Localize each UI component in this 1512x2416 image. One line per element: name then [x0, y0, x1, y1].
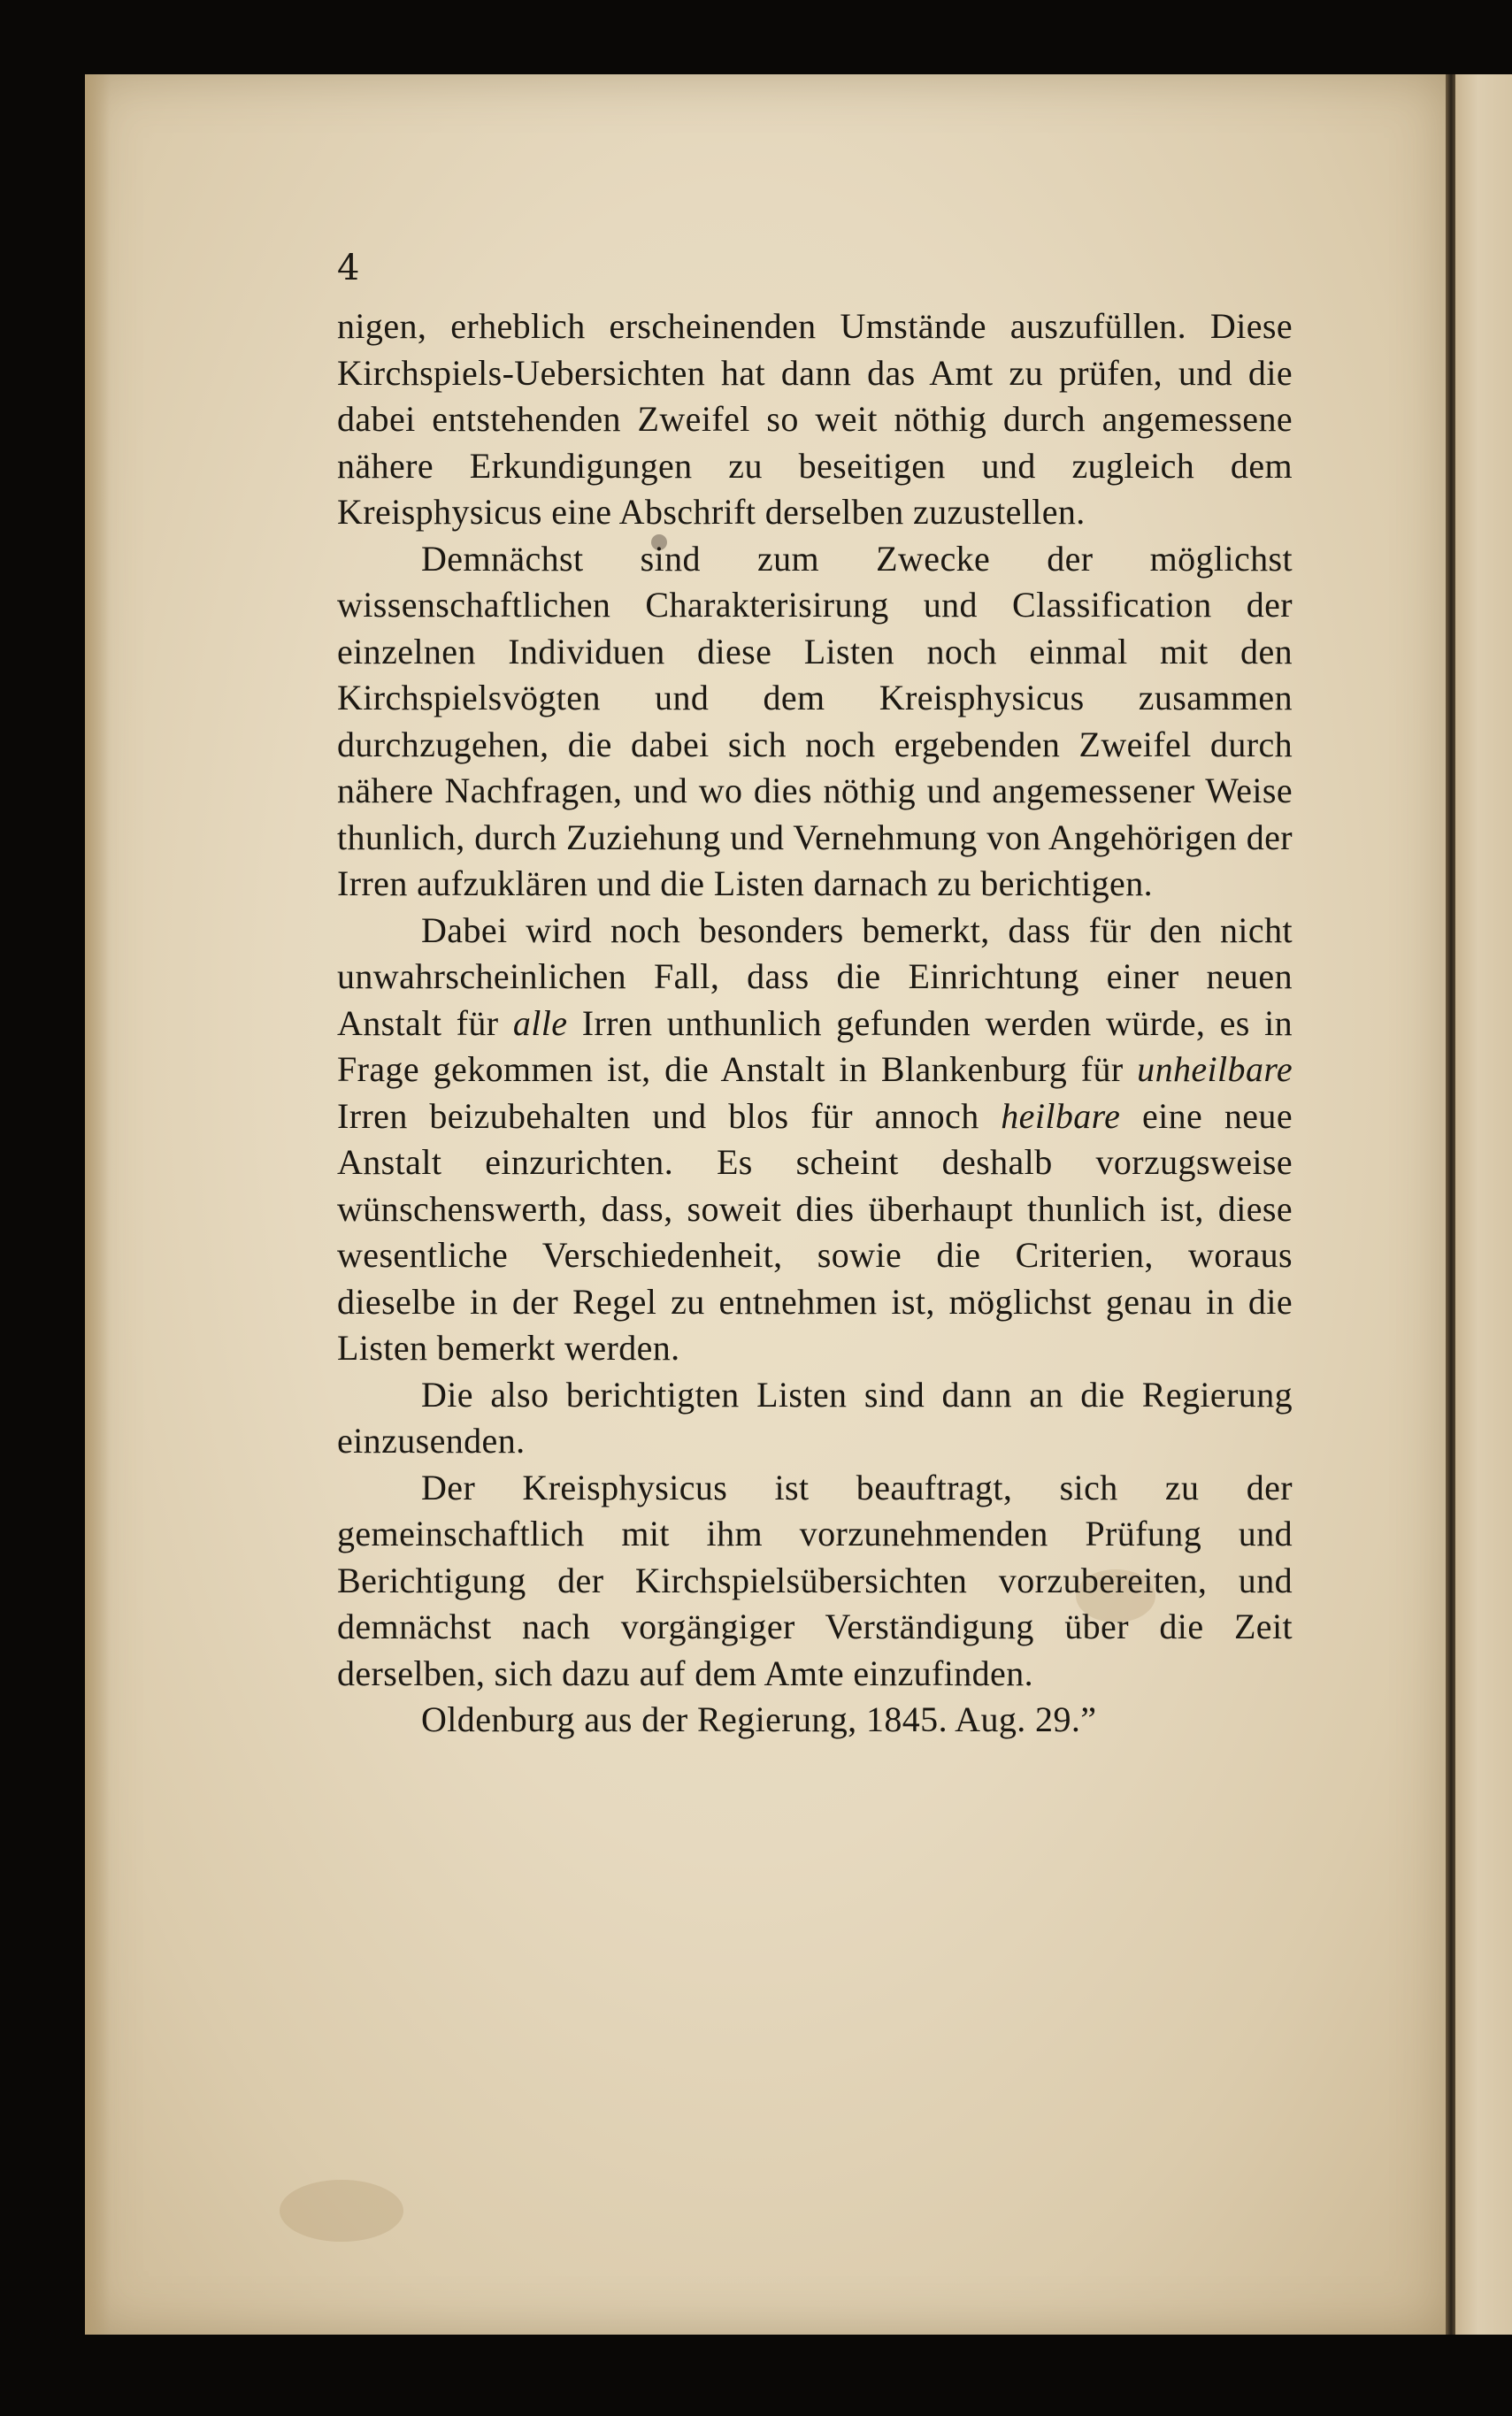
- emphasized-text: heilbare: [1001, 1095, 1121, 1136]
- paragraph: [337, 908, 1293, 1372]
- text-run: Demnächst sind zum Zwecke der möglichst wissenschaftlichen Charakterisirung und Classification der einzelnen Individuen diese Listen noch einmal mit den Kirchspielsvögten und dem Kreisphysicus zusammen durchzugehen, die dabei sich noch ergebenden Zweifel durch nähere Nachfragen, und wo dies nöthig und angemessener Weise thunlich, durch Zuziehung und Vernehmung von Angehörigen der Irren aufzuklären und die Listen darnach zu berichtigen.: [337, 538, 1293, 903]
- facing-page-edge: [1455, 74, 1512, 2335]
- paragraph: [337, 1465, 1293, 1698]
- text-run: Die also berichtigten Listen sind dann an die Regierung einzusenden.: [337, 1374, 1293, 1461]
- page-number: 4: [337, 248, 360, 288]
- paragraph: [337, 303, 1293, 536]
- text-run: Irren beizubehalten und blos für annoch: [337, 1095, 1002, 1136]
- text-run: Irren unthunlich gefunden werden würde, es in Frage gekommen ist, die Anstalt in Blankenburg für: [337, 1002, 1293, 1089]
- emphasized-text: unheilbare: [1137, 1049, 1293, 1089]
- text-run: Oldenburg aus der Regierung, 1845. Aug. 29.”: [421, 1699, 1097, 1739]
- emphasized-text: alle: [512, 1002, 568, 1043]
- closing-line: [337, 1697, 1293, 1744]
- paper-stain: [280, 2180, 403, 2242]
- paragraph: [337, 536, 1293, 908]
- text-run: eine neue Anstalt einzurichten. Es scheint deshalb vorzugsweise wünschenswerth, dass, soweit dies überhaupt thunlich ist, diese wesentliche Verschiedenheit, sowie die Criterien, woraus dieselbe in der Regel zu entnehmen ist, möglichst genau in die Listen bemerkt werden.: [337, 1095, 1293, 1368]
- body-text: [337, 303, 1293, 1744]
- text-run: Der Kreisphysicus ist beauftragt, sich zu der gemeinschaftlich mit ihm vorzunehmenden Prüfung und Berichtigung der Kirchspielsübersichten vorzubereiten, und demnächst nach vorgängiger Verständigung über die Zeit derselben, sich dazu auf dem Amte einzufinden.: [337, 1467, 1293, 1693]
- text-run: Dabei wird noch besonders bemerkt, dass für den nicht unwahrscheinlichen Fall, dass die Einrichtung einer neuen Anstalt für: [337, 909, 1293, 1043]
- paragraph: [337, 1372, 1293, 1465]
- text-run: nigen, erheblich erscheinenden Umstände auszufüllen. Diese Kirchspiels-Uebersichten hat dann das Amt zu prüfen, und die dabei entstehenden Zweifel so weit nöthig durch angemessene nähere Erkundigungen zu beseitigen und zugleich dem Kreisphysicus eine Abschrift derselben zuzustellen.: [337, 306, 1293, 532]
